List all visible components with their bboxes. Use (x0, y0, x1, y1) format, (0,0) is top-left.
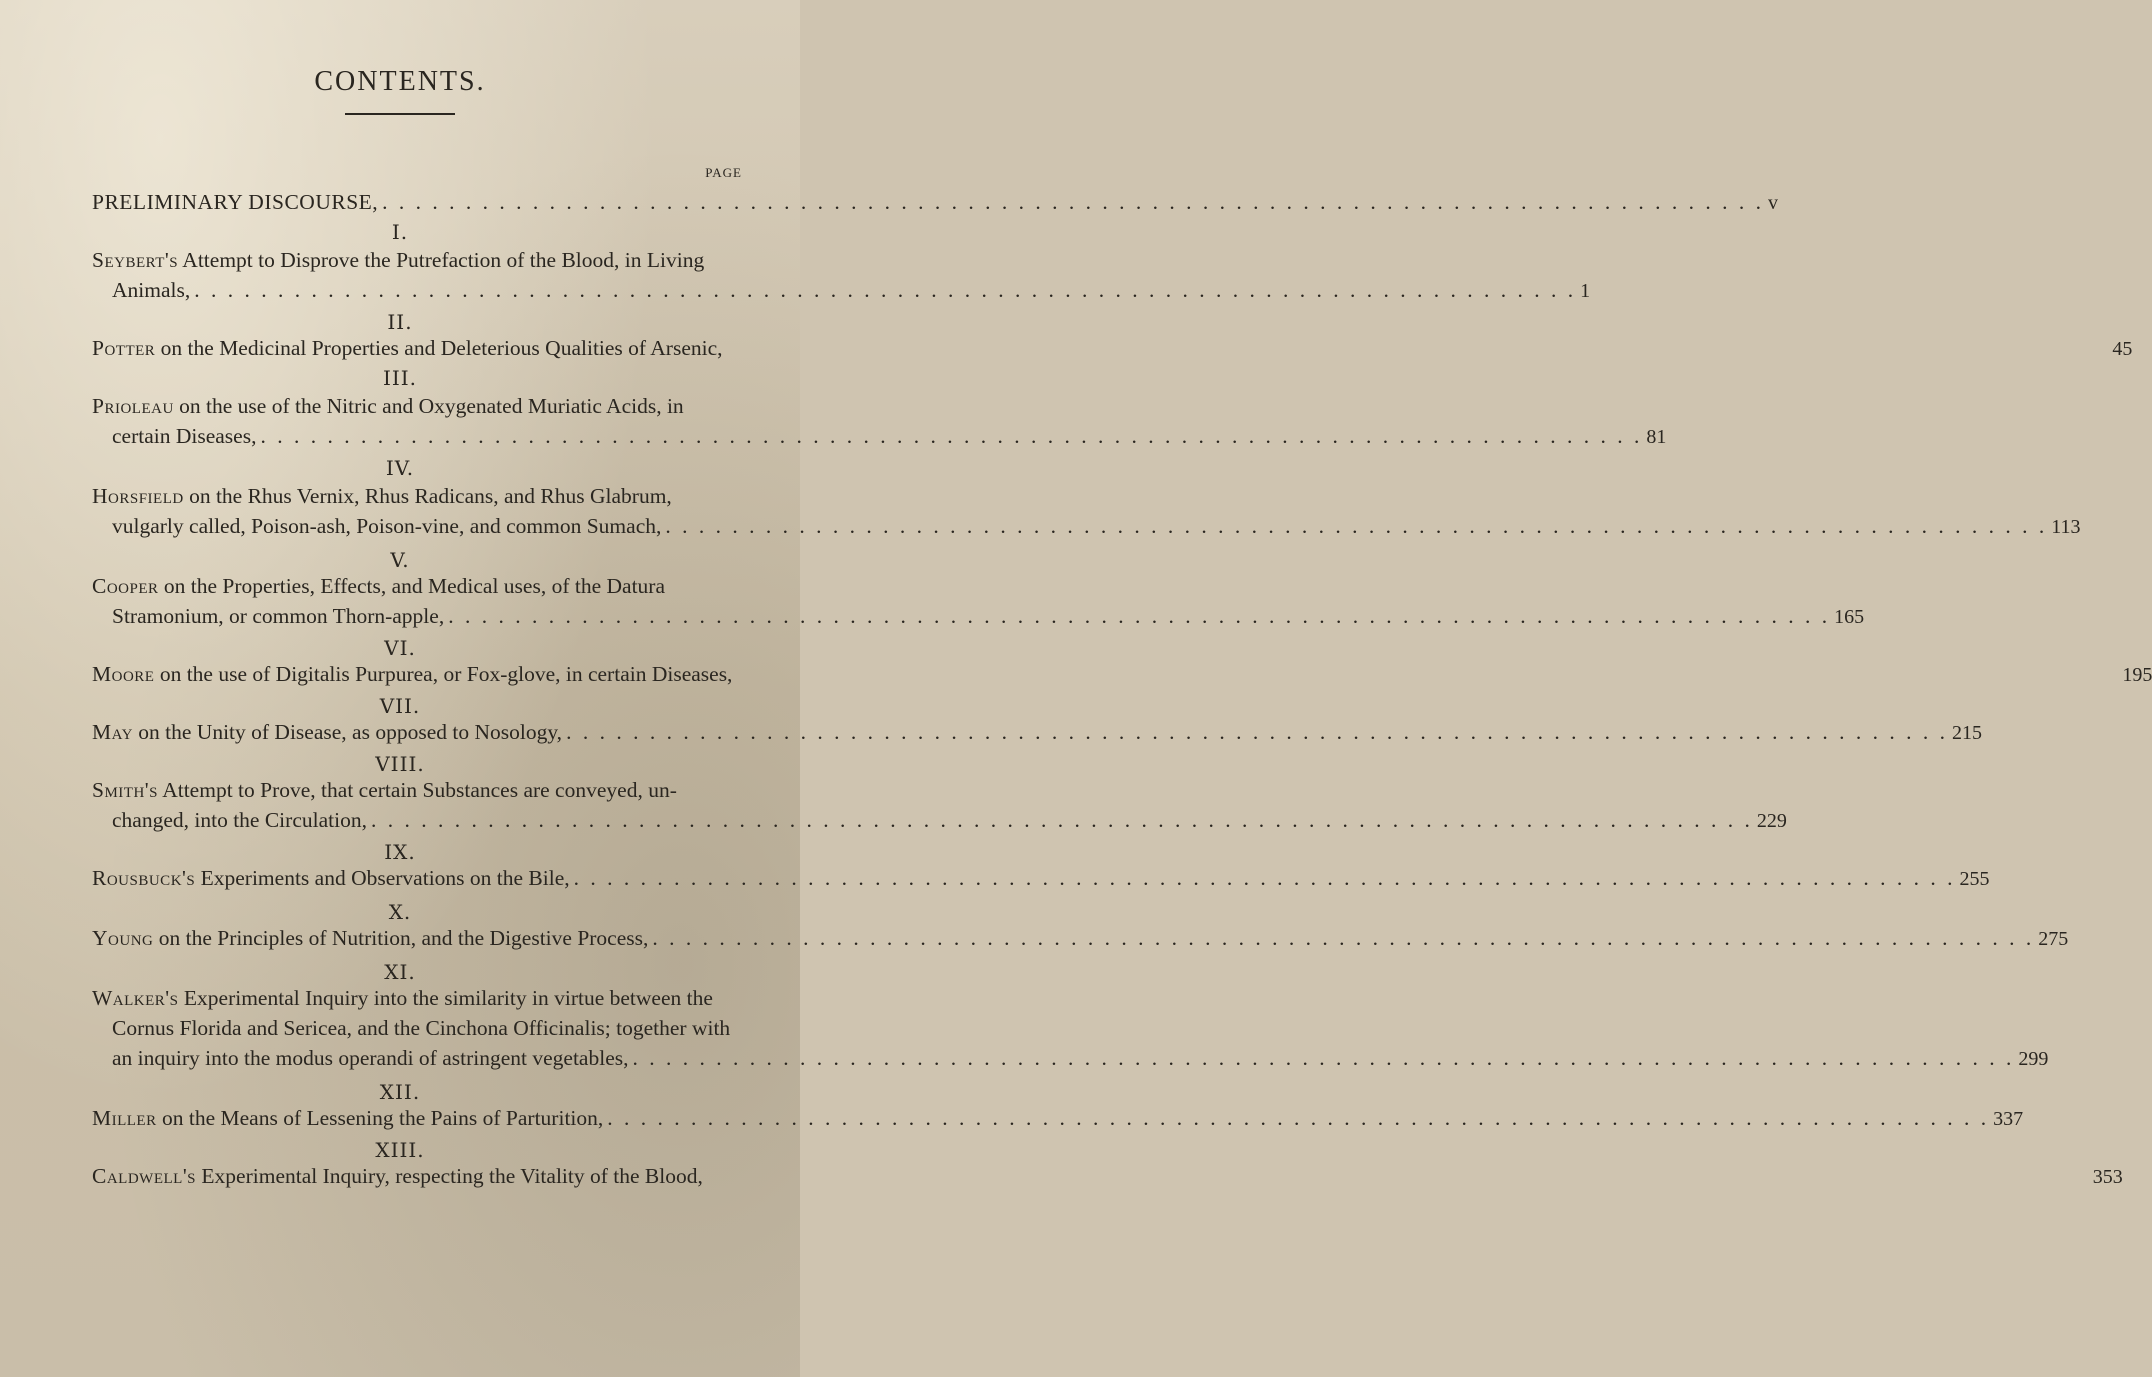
toc-entry-line (92, 926, 2069, 951)
section-numeral: V. (390, 548, 410, 572)
entry-title: Attempt to Prove, that certain Substances are conveyed, un- (158, 778, 677, 802)
entry-author: Walker's (92, 986, 179, 1010)
entry-title-cont: vulgarly called, Poison-ash, Poison-vine, and common Sumach, (112, 514, 662, 538)
leader-dots (562, 720, 1952, 745)
entry-author: Moore (92, 662, 155, 686)
leader-dots (378, 190, 1768, 215)
entry-page: 353 (2092, 1166, 2123, 1188)
entry-title: on the use of the Nitric and Oxygenated Muriatic Acids, in (173, 394, 684, 418)
entry-title-cont: certain Diseases, (112, 424, 257, 448)
entry-page: 229 (1756, 810, 1787, 832)
toc-entry-line (112, 278, 1591, 303)
entry-title: on the Unity of Disease, as opposed to Nosology, (132, 720, 563, 744)
toc-entry-line (112, 808, 1787, 833)
entry-page: 215 (1951, 722, 1982, 744)
entry-title-cont: Animals, (112, 278, 191, 302)
toc-entry-line (112, 1046, 2049, 1071)
entry-title: on the use of Digitalis Purpurea, or Fox-glove, in certain Diseases, (154, 662, 733, 686)
toc-entry-preliminary (92, 190, 1779, 215)
entry-title-cont: an inquiry into the modus operandi of astringent vegetables, (112, 1046, 629, 1070)
section-numeral: III. (382, 366, 418, 390)
entry-author: Prioleau (92, 394, 174, 418)
section-numeral: I. (391, 220, 409, 244)
toc-entry-line (92, 986, 742, 1011)
entry-page: 255 (1959, 868, 1990, 890)
entry-title: on the Rhus Vernix, Rhus Radicans, and Rhus Glabrum, (183, 484, 672, 508)
entry-author: Rousbuck's (92, 866, 196, 890)
entry-title: on the Medicinal Properties and Deleterious Qualities of Arsenic, (155, 336, 723, 360)
section-numeral: X. (388, 900, 412, 924)
leader-dots (648, 926, 2038, 951)
entry-page: 113 (2051, 516, 2081, 538)
section-numeral: VIII. (375, 752, 425, 776)
entry-page: 1 (1580, 280, 1591, 302)
entry-author: Caldwell's (92, 1164, 197, 1188)
leader-dots (661, 514, 2051, 539)
toc-entry-line (92, 1164, 2123, 1189)
toc-entry-line (92, 394, 742, 419)
toc-entry-line (112, 424, 1667, 449)
entry-page: v (1768, 192, 1779, 214)
section-numeral: IV. (385, 456, 415, 480)
toc-entry-line (92, 574, 742, 599)
entry-page: 299 (2018, 1048, 2049, 1070)
entry-author: May (92, 720, 133, 744)
toc-entry-line (112, 1016, 742, 1041)
leader-dots (570, 866, 1960, 891)
page-title: CONTENTS. (314, 66, 486, 97)
toc-entry-line (92, 1106, 2024, 1131)
entry-author: Potter (92, 336, 156, 360)
entry-author: Miller (92, 1106, 157, 1130)
toc-entry-line (92, 866, 1990, 891)
entry-page: 81 (1646, 426, 1667, 448)
entry-title-cont: changed, into the Circulation, (112, 808, 367, 832)
entry-title: Experimental Inquiry, respecting the Vitality of the Blood, (196, 1164, 703, 1188)
entry-author: Seybert's (92, 248, 179, 272)
title-rule (345, 113, 455, 115)
entry-page: 45 (2112, 338, 2133, 360)
entry-author: Cooper (92, 574, 159, 598)
entry-author: Horsfield (92, 484, 184, 508)
entry-author: Young (92, 926, 154, 950)
leader-dots (603, 1106, 1993, 1131)
toc-entry-line (92, 778, 742, 803)
leader-dots (256, 424, 1646, 449)
section-numeral: XII. (379, 1080, 421, 1104)
section-numeral: IX. (384, 840, 416, 864)
entry-title: on the Properties, Effects, and Medical uses, of the Datura (158, 574, 666, 598)
toc-entry-line (92, 484, 742, 509)
entry-title: on the Means of Lessening the Pains of Parturition, (156, 1106, 604, 1130)
toc-entry-line (92, 662, 2152, 687)
leader-dots (367, 808, 1757, 833)
toc-entry-line (92, 720, 1982, 745)
page-column-label: PAGE (705, 165, 742, 180)
toc-entry-line (112, 514, 2081, 539)
section-numeral: VI. (384, 636, 416, 660)
entry-page: 275 (2038, 928, 2069, 950)
entry-page: 195 (2122, 664, 2152, 686)
entry-title-cont: Stramonium, or common Thorn-apple, (112, 604, 445, 628)
entry-title: Experimental Inquiry into the similarity in virtue between the (178, 986, 713, 1010)
section-numeral: II. (387, 310, 413, 334)
entry-title: on the Principles of Nutrition, and the Digestive Process, (153, 926, 649, 950)
section-numeral: XIII. (375, 1138, 425, 1162)
section-numeral: VII. (379, 694, 421, 718)
entry-page: 337 (1993, 1108, 2024, 1130)
entry-title: Experiments and Observations on the Bile, (195, 866, 570, 890)
entry-page: 165 (1834, 606, 1865, 628)
section-numeral: XI. (384, 960, 416, 984)
leader-dots (628, 1046, 2018, 1071)
toc-entry-line (92, 336, 2133, 361)
leader-dots (190, 278, 1580, 303)
entry-title: Attempt to Disprove the Putrefaction of the Blood, in Living (178, 248, 705, 272)
toc-entry-line (112, 604, 1865, 629)
entry-author: Smith's (92, 778, 159, 802)
entry-title-cont: Cornus Florida and Sericea, and the Cinchona Officinalis; together with (112, 1016, 731, 1040)
leader-dots (444, 604, 1834, 629)
toc-entry-line (92, 248, 742, 273)
entry-title: PRELIMINARY DISCOURSE, (92, 190, 379, 214)
